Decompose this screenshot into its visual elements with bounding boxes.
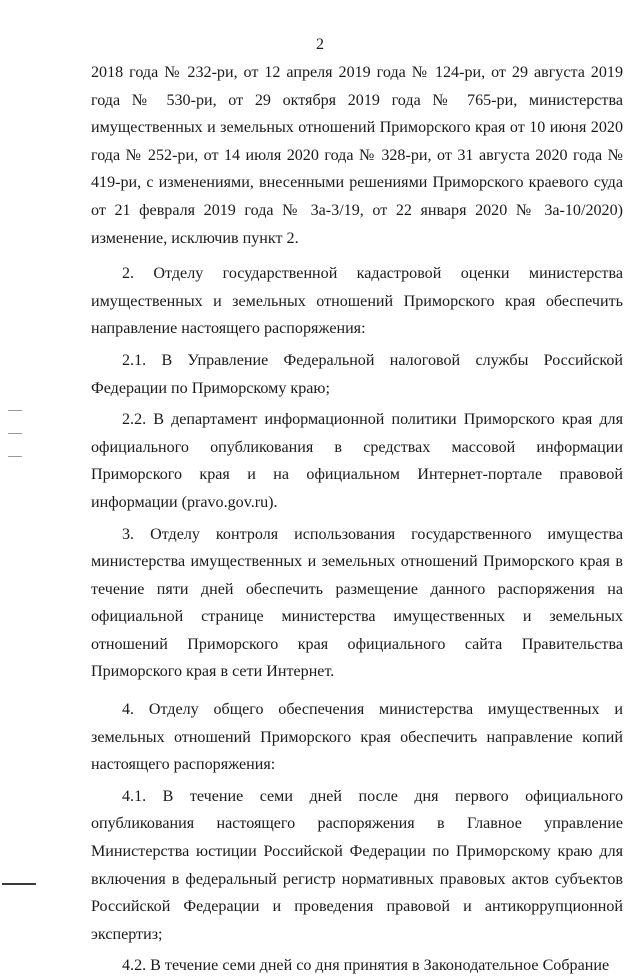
page-number: 2 [316,36,324,53]
paragraph-4: 4. Отделу общего обеспечения министерства имущественных и земельных отношений Приморского края обеспечить направление копий настоящего распоряжения: [91,701,623,774]
footer-rule [2,883,36,885]
paragraph-4-2: 4.2. В течение семи дней со дня принятия в Законодательное Собрание [122,957,610,975]
paragraph-2-2: 2.2. В департамент информационной политики Приморского края для официального опубликования в средствах массовой информации Приморского края и на официальном Интернет-портале правовой информации (pravo.gov.ru). [91,411,623,511]
margin-mark [8,456,22,457]
paragraph-3: 3. Отделу контроля использования государственного имущества министерства имущественных и земельных отношений Приморского края в течение пяти дней обеспечить размещение данного распоряжения на официальной странице министерства имущественных и земельных отношений Приморского края официального сайта Правительства Приморского края в сети Интернет. [91,525,623,681]
paragraph-2-1: 2.1. В Управление Федеральной налоговой службы Российской Федерации по Приморскому краю; [91,351,623,397]
margin-marks [8,410,28,479]
margin-mark [8,410,22,411]
document-body [91,59,623,980]
margin-mark [8,433,22,434]
paragraph-continuation: 2018 года № 232-ри, от 12 апреля 2019 года № 124-ри, от 29 августа 2019 года № 530-ри, от 29 октября 2019 года № 765-ри, министерства имущественных и земельных отношений Приморского края от 10 июня 2020 года № 252-ри, от 14 июля 2020 года № 328-ри, от 31 августа 2020 года № 419-ри, с изменениями, внесенными решениями Приморского краевого суда от 21 февраля 2019 года № 3а-3/19, от 22 января 2020 № 3а-10/2020) изменение, исключив пункт 2. [91,64,623,247]
paragraph-4-1: 4.1. В течение семи дней после дня первого официального опубликования настоящего распоряжения в Главное управление Министерства юстиции Российской Федерации по Приморскому краю для включения в федеральный регистр нормативных правовых актов субъектов Российской Федерации и проведения правовой и антикоррупционной экспертиз; [91,787,623,943]
paragraph-2: 2. Отделу государственной кадастровой оценки министерства имущественных и земельных отношений Приморского края обеспечить направление настоящего распоряжения: [91,265,623,338]
